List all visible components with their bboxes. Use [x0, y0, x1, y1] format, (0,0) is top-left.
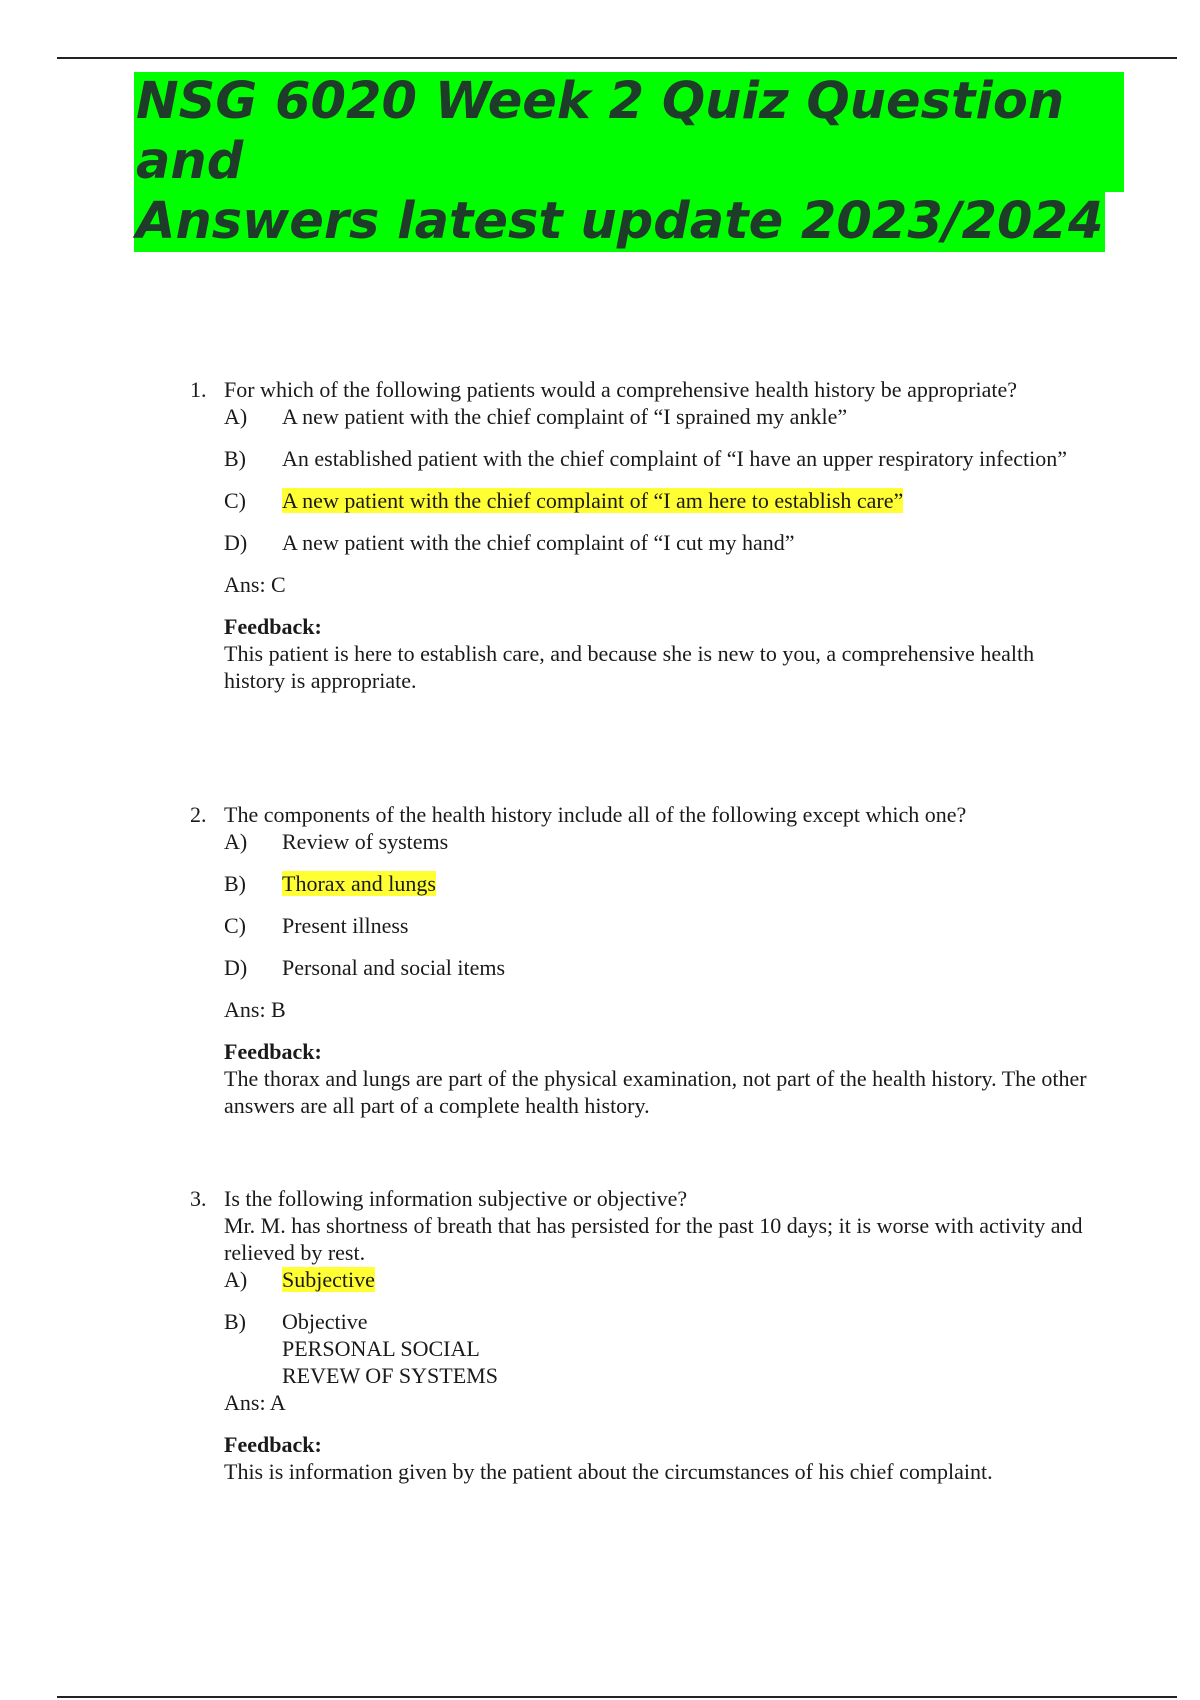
option-text: Present illness	[282, 913, 409, 938]
option-text: A new patient with the chief complaint of “I cut my hand”	[282, 530, 795, 555]
option-c	[224, 487, 1090, 514]
option-letter: A)	[224, 1267, 248, 1292]
option-letter: B)	[224, 1309, 246, 1334]
question-text: For which of the following patients would a comprehensive health history be appropriate?	[224, 377, 1018, 402]
option-d	[224, 529, 1090, 556]
option-extra-line: PERSONAL SOCIAL	[282, 1336, 480, 1361]
question-text: Is the following information subjective or objective?	[224, 1186, 688, 1211]
option-letter: B)	[224, 446, 246, 471]
option-b	[224, 870, 1090, 897]
question-1	[190, 376, 1090, 694]
option-text: An established patient with the chief complaint of “I have an upper respiratory infection”	[282, 446, 1067, 471]
option-letter: A)	[224, 829, 248, 854]
answer: Ans: C	[224, 572, 286, 597]
answer: Ans: A	[224, 1390, 286, 1415]
option-b	[224, 1308, 1090, 1389]
feedback-label: Feedback:	[224, 1432, 322, 1457]
feedback-label: Feedback:	[224, 614, 322, 639]
feedback-label: Feedback:	[224, 1039, 322, 1064]
title-line-1: NSG 6020 Week 2 Quiz Question and	[134, 72, 1124, 192]
title-line-2: Answers latest update 2023/2024	[136, 192, 1104, 251]
option-letter: D)	[224, 530, 248, 555]
option-letter: C)	[224, 488, 246, 513]
question-number: 1.	[190, 377, 207, 402]
option-text: Objective	[282, 1309, 368, 1334]
option-text: A new patient with the chief complaint of “I sprained my ankle”	[282, 404, 848, 429]
correct-option-text: Subjective	[282, 1267, 375, 1292]
option-a	[224, 403, 1090, 430]
bottom-rule	[57, 1696, 1177, 1698]
question-number: 2.	[190, 802, 207, 827]
question-number: 3.	[190, 1186, 207, 1211]
document-title	[134, 72, 1124, 252]
feedback-text: This patient is here to establish care, and because she is new to you, a comprehensive health history is appropriate.	[224, 641, 1035, 693]
option-extra-line: REVEW OF SYSTEMS	[282, 1363, 498, 1388]
option-a	[224, 1266, 1090, 1293]
option-letter: D)	[224, 955, 248, 980]
answer: Ans: B	[224, 997, 286, 1022]
option-text: Review of systems	[282, 829, 449, 854]
option-c	[224, 912, 1090, 939]
feedback-text: This is information given by the patient about the circumstances of his chief complaint.	[224, 1459, 993, 1484]
feedback-text: The thorax and lungs are part of the physical examination, not part of the health history. The other answers are all part of a complete health history.	[224, 1066, 1087, 1118]
option-letter: A)	[224, 404, 248, 429]
question-3	[190, 1185, 1090, 1485]
option-letter: C)	[224, 913, 246, 938]
option-b	[224, 445, 1090, 472]
option-letter: B)	[224, 871, 246, 896]
top-rule	[57, 57, 1177, 59]
question-text: The components of the health history include all of the following except which one?	[224, 802, 967, 827]
option-text: Personal and social items	[282, 955, 506, 980]
correct-option-text: Thorax and lungs	[282, 871, 436, 896]
question-subtext: Mr. M. has shortness of breath that has persisted for the past 10 days; it is worse with activity and relieved by rest.	[224, 1213, 1083, 1265]
option-a	[224, 828, 1090, 855]
option-d	[224, 954, 1090, 981]
question-2	[190, 801, 1090, 1119]
correct-option-text: A new patient with the chief complaint of “I am here to establish care”	[282, 488, 904, 513]
